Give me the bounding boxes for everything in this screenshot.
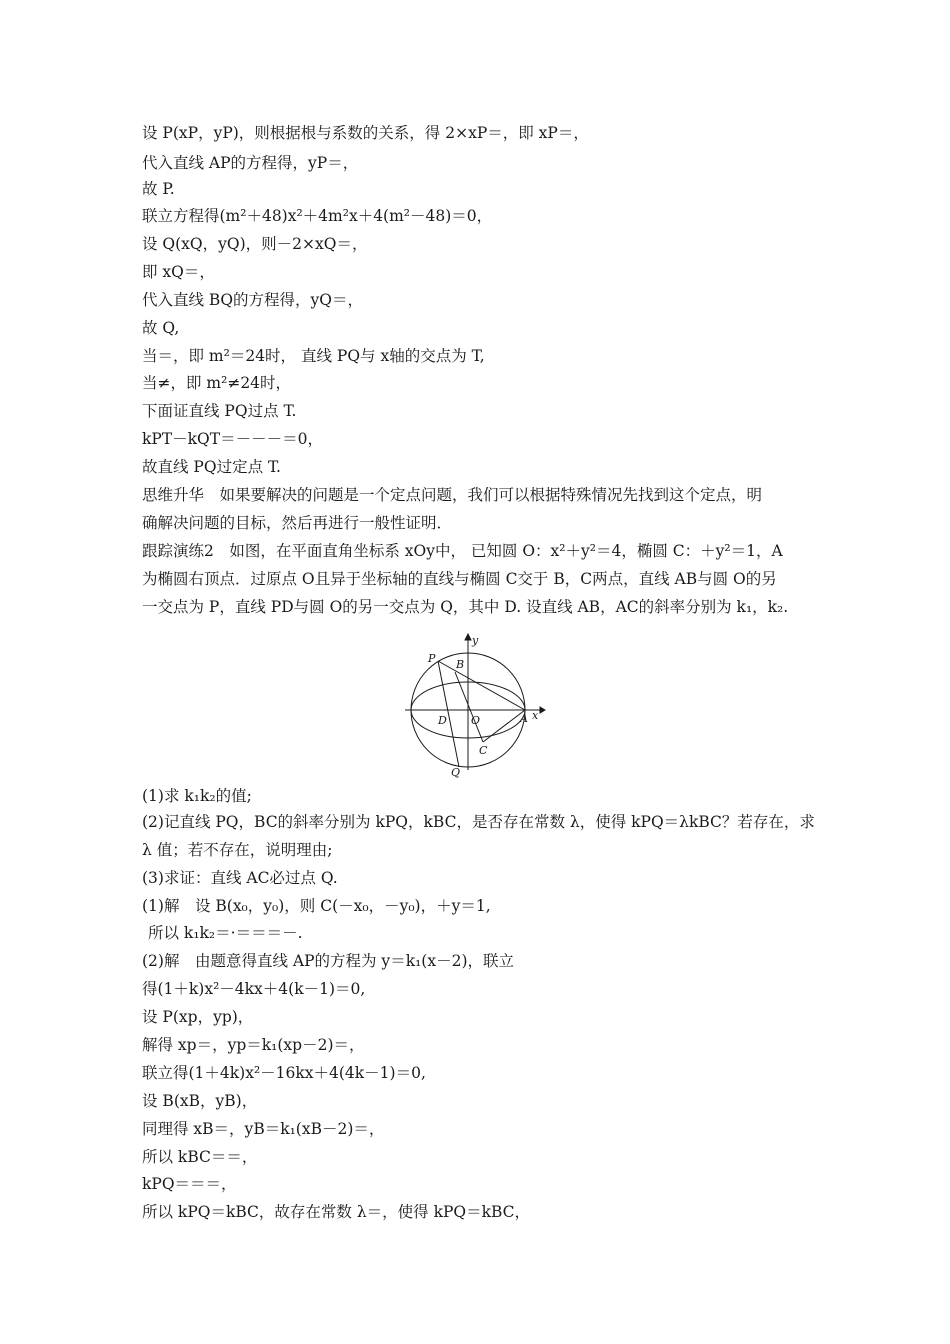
text-line: 所以 kBC＝＝， bbox=[142, 1148, 258, 1166]
label-p: P bbox=[428, 652, 436, 665]
line-ac bbox=[483, 710, 525, 742]
text-line: 得(1＋k)x²－4kx＋4(k－1)＝0, bbox=[142, 980, 366, 998]
text-line: 同理得 xB＝，yB＝k₁(xB－2)＝， bbox=[142, 1120, 385, 1138]
label-a: A bbox=[520, 712, 528, 725]
question-line: (3)求证：直线 AC必过点 Q. bbox=[142, 869, 338, 887]
label-y: y bbox=[472, 634, 479, 647]
text-line: λ 值；若不存在，说明理由; bbox=[142, 841, 333, 859]
text-line: 为椭圆右顶点．过原点 O且异于坐标轴的直线与椭圆 C交于 B，C两点，直线 AB与圆 O的另 bbox=[142, 570, 777, 588]
label-c: C bbox=[479, 744, 488, 757]
text-line: 设 B(xB，yB)， bbox=[142, 1092, 258, 1110]
y-axis-arrow bbox=[465, 634, 471, 640]
solution-line: (1)解 设 B(x₀，y₀)，则 C(－x₀，－y₀)，＋y＝1, bbox=[142, 897, 491, 915]
text-line: 故直线 PQ过定点 T. bbox=[142, 458, 281, 476]
label-o: O bbox=[471, 714, 481, 727]
x-axis-arrow bbox=[540, 707, 545, 713]
text-line: 代入直线 BQ的方程得，yQ＝， bbox=[142, 291, 363, 309]
text-line: 联立得(1＋4k)x²－16kx＋4(4k－1)＝0, bbox=[142, 1064, 426, 1082]
text-line: 所以 k₁k₂＝·＝＝＝－. bbox=[148, 924, 303, 942]
text-line: 确解决问题的目标，然后再进行一般性证明． bbox=[142, 514, 453, 532]
text-line: 代入直线 AP的方程得，yP＝， bbox=[142, 154, 359, 172]
text-line: 即 xQ＝， bbox=[142, 263, 215, 281]
geometry-figure bbox=[400, 630, 550, 780]
text-line: 所以 kPQ＝kBC，故存在常数 λ＝，使得 kPQ＝kBC， bbox=[142, 1203, 531, 1221]
section-heading-line: 思维升华 如果要解决的问题是一个定点问题，我们可以根据特殊情况先找到这个定点，明 bbox=[142, 486, 763, 504]
text-line: 故 P. bbox=[142, 180, 175, 198]
question-line: (2)记直线 PQ，BC的斜率分别为 kPQ，kBC，是否存在常数 λ，使得 kPQ＝λkBC？若存在，求 bbox=[142, 813, 815, 831]
text-line: 设 P(xp，yp)， bbox=[142, 1008, 254, 1026]
label-q: Q bbox=[451, 766, 461, 779]
text-line: 联立方程得(m²＋48)x²＋4m²x＋4(m²－48)＝0， bbox=[142, 207, 493, 225]
question-line: (1)求 k₁k₂的值; bbox=[142, 787, 252, 805]
text-line: 当≠，即 m²≠24时， bbox=[142, 374, 292, 392]
text-line: 下面证直线 PQ过点 T. bbox=[142, 402, 297, 420]
line-pa bbox=[438, 661, 525, 710]
label-b: B bbox=[456, 658, 465, 671]
text-line: kPT－kQT＝－－－＝0， bbox=[142, 430, 323, 448]
solution-line: (2)解 由题意得直线 AP的方程为 y＝k₁(x－2)，联立 bbox=[142, 952, 514, 970]
text-line: 设 Q(xQ，yQ)，则－2×xQ＝， bbox=[142, 235, 368, 253]
label-x: x bbox=[532, 709, 539, 722]
text-line: 一交点为 P，直线 PD与圆 O的另一交点为 Q，其中 D. 设直线 AB，AC的斜率分别为 k₁，k₂. bbox=[142, 598, 789, 616]
text-line: kPQ＝＝＝， bbox=[142, 1175, 237, 1193]
text-line: 当＝，即 m²＝24时， 直线 PQ与 x轴的交点为 T, bbox=[142, 347, 485, 365]
label-d: D bbox=[438, 714, 447, 727]
text-line: 解得 xp＝，yp＝k₁(xp－2)＝， bbox=[142, 1036, 365, 1054]
exercise-line: 跟踪演练2 如图，在平面直角坐标系 xOy中， 已知圆 O：x²＋y²＝4，椭圆 C：＋y²＝1，A bbox=[142, 542, 783, 560]
text-line: 设 P(xP，yP)，则根据根与系数的关系，得 2×xP＝，即 xP＝， bbox=[142, 124, 589, 142]
text-line: 故 Q, bbox=[142, 319, 180, 337]
